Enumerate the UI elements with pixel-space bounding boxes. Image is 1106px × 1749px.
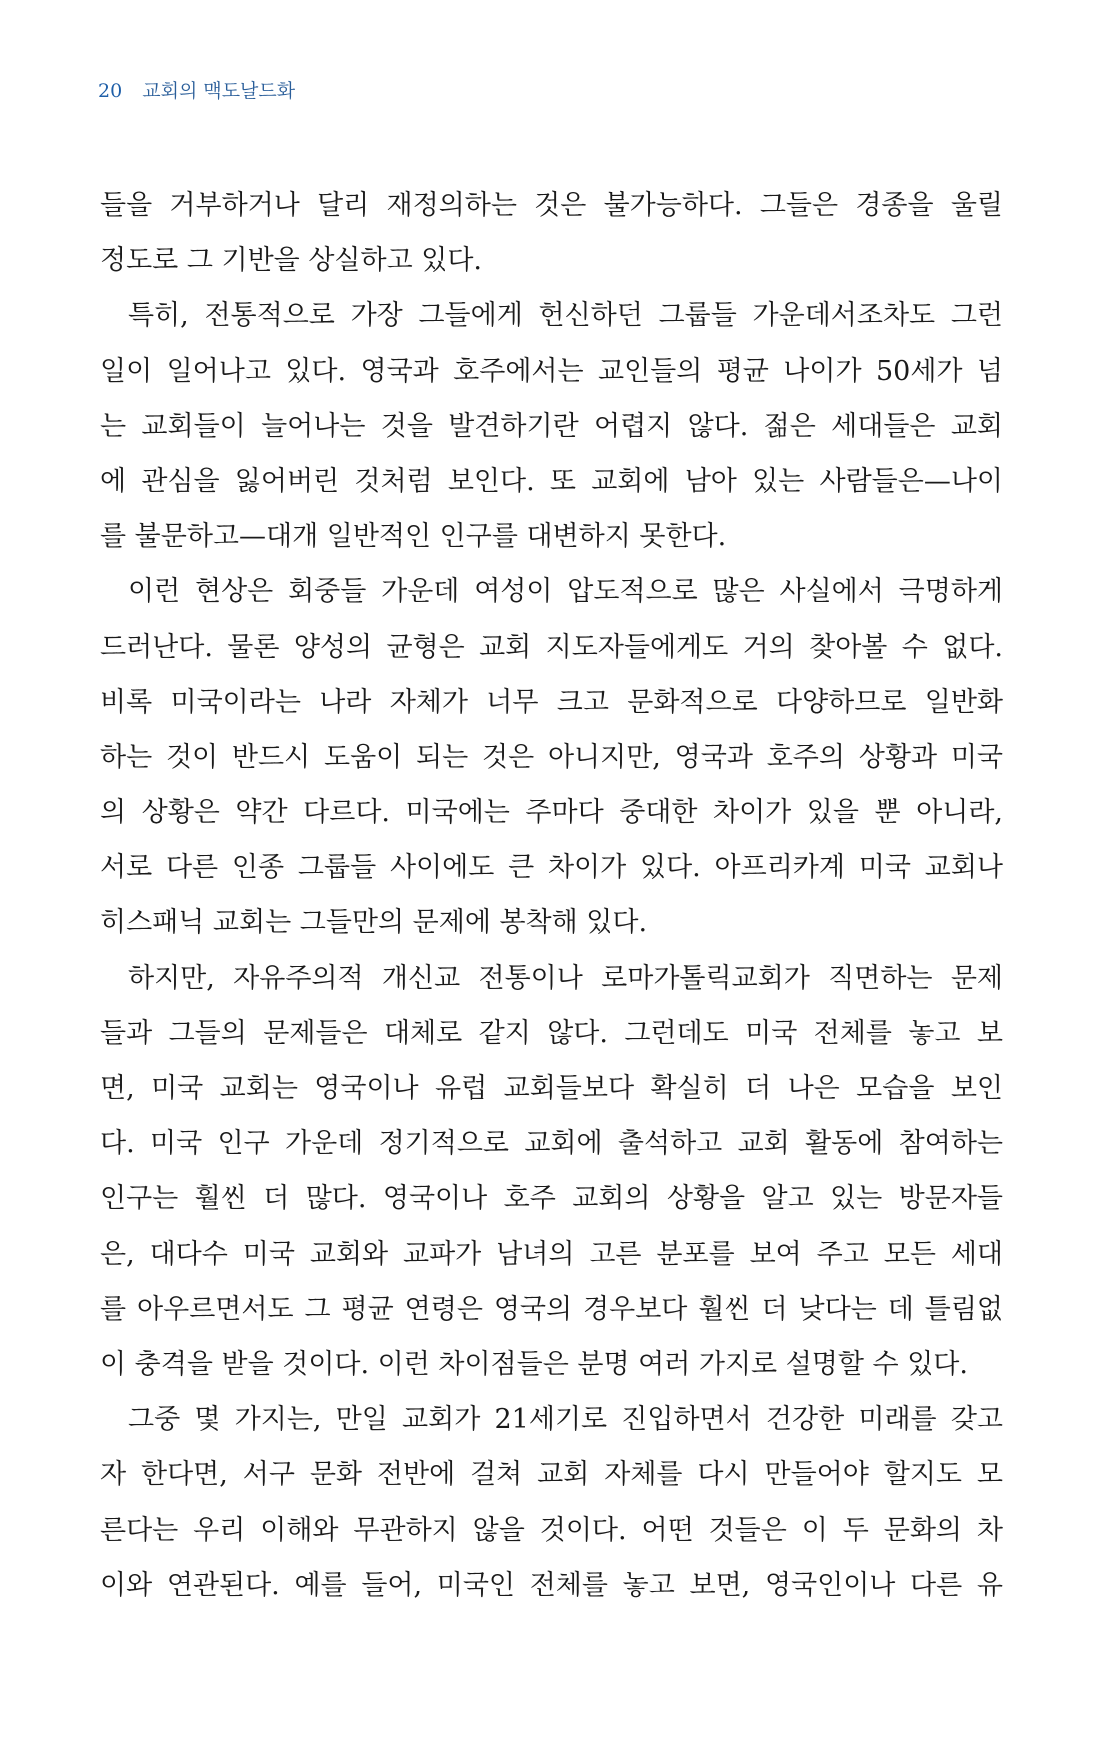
text-line: 인구는 훨씬 더 많다. 영국이나 호주 교회의 상황을 알고 있는 방문자들 <box>100 1183 1003 1215</box>
text-line: 이 충격을 받을 것이다. 이런 차이점들은 분명 여러 가지로 설명할 수 있다. <box>100 1348 968 1380</box>
page-number: 20 <box>98 80 123 102</box>
text-line: 정도로 그 기반을 상실하고 있다. <box>100 245 482 277</box>
text-line: 들을 거부하거나 달리 재정의하는 것은 불가능하다. 그들은 경종을 울릴 <box>100 190 1003 221</box>
text-line: 이와 연관된다. 예를 들어, 미국인 전체를 놓고 보면, 영국인이나 다른 유 <box>100 1569 1003 1601</box>
text-line: 일이 일어나고 있다. 영국과 호주에서는 교인들의 평균 나이가 50세가 넘 <box>100 355 1003 387</box>
text-line: 이런 현상은 회중들 가운데 여성이 압도적으로 많은 사실에서 극명하게 <box>128 576 1003 608</box>
text-line: 자 한다면, 서구 문화 전반에 걸쳐 교회 자체를 다시 만들어야 할지도 모 <box>100 1459 1003 1491</box>
book-title: 교회의 맥도날드화 <box>142 80 296 102</box>
text-line: 하지만, 자유주의적 개신교 전통이나 로마가톨릭교회가 직면하는 문제 <box>128 962 1003 994</box>
text-line: 서로 다른 인종 그룹들 사이에도 큰 차이가 있다. 아프리카계 미국 교회나 <box>100 852 1003 884</box>
text-line: 를 아우르면서도 그 평균 연령은 영국의 경우보다 훨씬 더 낮다는 데 틀림없 <box>100 1293 1003 1325</box>
text-line: 에 관심을 잃어버린 것처럼 보인다. 또 교회에 남아 있는 사람들은—나이 <box>100 465 1003 497</box>
text-line: 는 교회들이 늘어나는 것을 발견하기란 어렵지 않다. 젊은 세대들은 교회 <box>100 410 1003 442</box>
text-line: 그중 몇 가지는, 만일 교회가 21세기로 진입하면서 건강한 미래를 갖고 <box>128 1404 1003 1436</box>
text-line: 를 불문하고—대개 일반적인 인구를 대변하지 못한다. <box>100 521 727 553</box>
text-line: 들과 그들의 문제들은 대체로 같지 않다. 그런데도 미국 전체를 놓고 보 <box>100 1017 1003 1049</box>
text-line: 비록 미국이라는 나라 자체가 너무 크고 문화적으로 다양하므로 일반화 <box>100 686 1003 718</box>
text-line: 의 상황은 약간 다르다. 미국에는 주마다 중대한 차이가 있을 뿐 아니라, <box>100 797 1003 829</box>
text-line: 하는 것이 반드시 도움이 되는 것은 아니지만, 영국과 호주의 상황과 미국 <box>100 741 1003 773</box>
running-header <box>98 76 295 103</box>
text-line: 특히, 전통적으로 가장 그들에게 헌신하던 그룹들 가운데서조차도 그런 <box>128 300 1003 332</box>
text-line: 드러난다. 물론 양성의 균형은 교회 지도자들에게도 거의 찾아볼 수 없다. <box>100 631 1003 663</box>
text-line: 히스패닉 교회는 그들만의 문제에 봉착해 있다. <box>100 907 648 939</box>
text-line: 른다는 우리 이해와 무관하지 않을 것이다. 어떤 것들은 이 두 문화의 차 <box>100 1514 1003 1546</box>
body-text <box>100 178 1003 1613</box>
text-line: 은, 대다수 미국 교회와 교파가 남녀의 고른 분포를 보여 주고 모든 세대 <box>100 1238 1003 1270</box>
text-line: 다. 미국 인구 가운데 정기적으로 교회에 출석하고 교회 활동에 참여하는 <box>100 1128 1003 1160</box>
text-line: 면, 미국 교회는 영국이나 유럽 교회들보다 확실히 더 나은 모습을 보인 <box>100 1073 1003 1104</box>
